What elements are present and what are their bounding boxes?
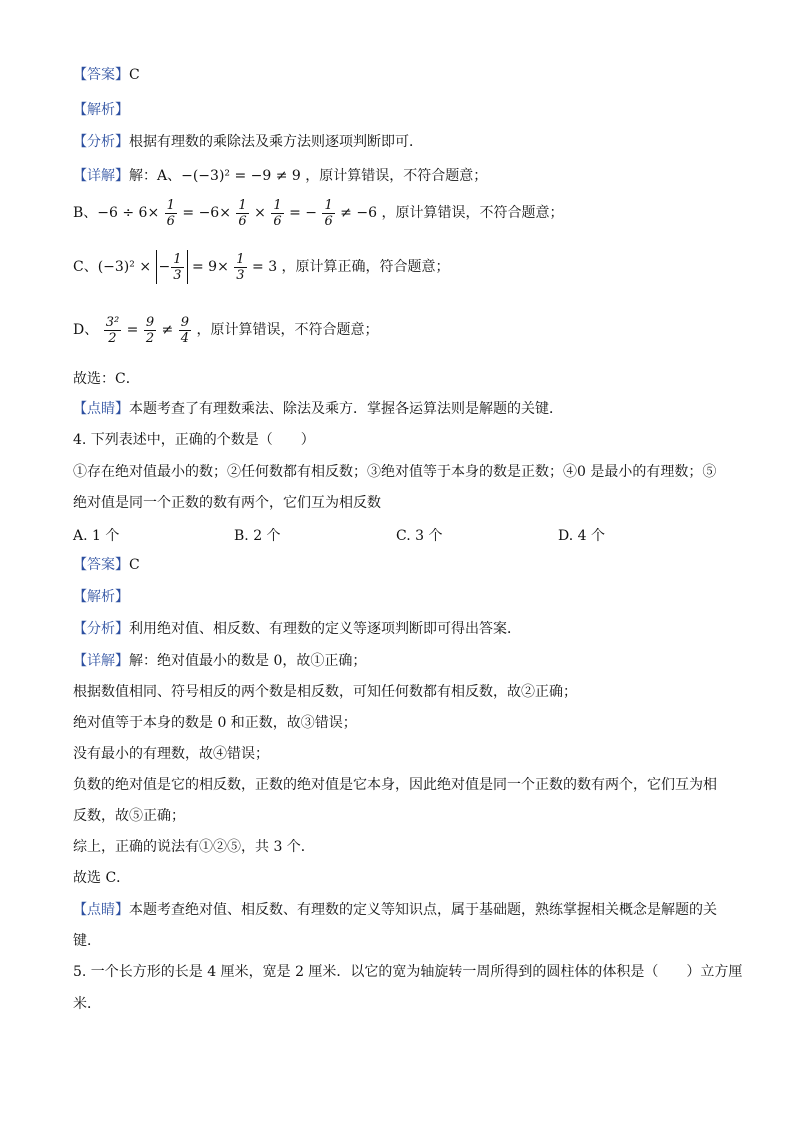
detail-line: 综上，正确的说法有①②⑤，共 3 个． [73, 839, 315, 855]
option-b: B. 2 个 [234, 528, 281, 544]
fraction [236, 198, 248, 229]
fenxi-tag: 【分析】 [73, 621, 129, 637]
fraction [144, 315, 156, 346]
numerator: 9 [145, 314, 155, 330]
denominator: 2 [108, 330, 117, 346]
numerator: 1 [173, 251, 182, 267]
answer-line [73, 66, 140, 84]
q4-items-line1: ①存在绝对值最小的数；②任何数都有相反数；③绝对值等于本身的数是正数；④0 是最小的有理数；⑤ [73, 464, 717, 480]
analysis-tag [73, 588, 129, 606]
denominator: 2 [145, 330, 155, 346]
d-suffix: ，原计算错误，不符合题意； [196, 322, 379, 338]
answer-tag: 【答案】 [73, 67, 129, 83]
c-prefix: C、(−3)² × [73, 259, 152, 275]
fenxi-text: 利用绝对值、相反数、有理数的定义等逐项判断即可得出答案． [129, 621, 521, 637]
xiangjie-line [73, 652, 366, 670]
option-c: C. 3 个 [396, 528, 443, 544]
denominator: 4 [180, 330, 190, 346]
detail-line: 负数的绝对值是它的相反数，正数的绝对值是它本身，因此绝对值是同一个正数的数有两个，它们互为相 [73, 777, 717, 793]
fraction [322, 198, 334, 229]
detail-line: 反数，故⑤正确； [73, 808, 185, 824]
numerator: 1 [238, 197, 247, 213]
fraction [234, 252, 246, 283]
fenxi-line [73, 620, 521, 638]
denominator: 6 [324, 213, 333, 229]
dianjing-tag: 【点睛】 [73, 902, 129, 918]
denominator: 6 [166, 213, 175, 229]
xiangjie-tag: 【详解】 [73, 653, 129, 669]
numerator: 1 [324, 197, 333, 213]
xiangjie-text: 解：A、−(−3)² = −9 ≠ 9 ，原计算错误，不符合题意； [129, 168, 488, 184]
guxuan-line: 故选：C． [73, 371, 140, 387]
dianjing-text: 本题考查绝对值、相反数、有理数的定义等知识点，属于基础题，熟练掌握相关概念是解题的关 [129, 902, 717, 918]
dianjing-text: 本题考查了有理数乘法、除法及乘方．掌握各运算法则是解题的关键． [129, 401, 563, 417]
c-mid: = 9× [192, 259, 229, 275]
absolute-value [156, 250, 188, 284]
detail-line: 没有最小的有理数，故④错误； [73, 746, 269, 762]
answer-value: C [129, 557, 140, 573]
denominator: 6 [273, 213, 282, 229]
b-suffix: ≠ −6 ，原计算错误，不符合题意； [340, 205, 564, 221]
c-suffix: = 3 ，原计算正确，符合题意； [252, 259, 450, 275]
xiangjie-tag: 【详解】 [73, 168, 129, 184]
detail-line: 绝对值等于本身的数是 0 和正数，故③错误； [73, 715, 357, 731]
xiangjie-line [73, 167, 487, 185]
xiangjie-text: 解：绝对值最小的数是 0，故①正确； [129, 653, 367, 669]
option-c-line [73, 250, 450, 284]
fraction [165, 198, 177, 229]
dianjing-line [73, 400, 563, 418]
b-mid3: = − [289, 205, 317, 221]
numerator: 1 [236, 251, 245, 267]
fraction [271, 198, 283, 229]
answer-value: C [129, 67, 140, 83]
analysis-label: 【解析】 [73, 589, 129, 605]
fenxi-tag: 【分析】 [73, 134, 129, 150]
dianjing-line-2: 键． [73, 933, 101, 949]
option-d-line [73, 312, 378, 348]
d-prefix: D、 [73, 322, 99, 338]
fenxi-text: 根据有理数的乘除法及乘方法则逐项判断即可． [129, 134, 423, 150]
b-mid: = −6× [182, 205, 231, 221]
denominator: 6 [238, 213, 247, 229]
numerator: 1 [166, 197, 175, 213]
d-neq: ≠ [161, 322, 174, 338]
detail-line: 根据数值相同、符号相反的两个数是相反数，可知任何数都有相反数，故②正确； [73, 684, 577, 700]
numerator: 9 [180, 314, 190, 330]
b-mid2: × [254, 205, 266, 221]
denominator: 3 [173, 267, 182, 283]
dianjing-tag: 【点睛】 [73, 401, 129, 417]
numerator: 3² [105, 314, 120, 330]
fenxi-line [73, 133, 423, 151]
abs-sign: − [158, 259, 171, 275]
q5-stem-line2: 米． [73, 996, 101, 1012]
option-b-line [73, 196, 563, 230]
d-eq: = [126, 322, 139, 338]
answer-tag: 【答案】 [73, 557, 129, 573]
analysis-tag [73, 101, 129, 119]
q5-stem-line1: 5. 一个长方形的长是 4 厘米，宽是 2 厘米．以它的宽为轴旋转一周所得到的圆柱体的体积是（ ）立方厘 [73, 964, 743, 980]
q4-items-line2: 绝对值是同一个正数的数有两个，它们互为相反数 [73, 495, 381, 511]
option-a: A. 1 个 [73, 528, 120, 544]
denominator: 3 [236, 267, 245, 283]
answer-line [73, 556, 140, 574]
dianjing-line [73, 901, 717, 919]
fraction [171, 252, 183, 283]
guxuan-line: 故选 C． [73, 870, 131, 886]
q4-stem: 4. 下列表述中，正确的个数是（ ） [73, 432, 315, 448]
numerator: 1 [273, 197, 282, 213]
analysis-label: 【解析】 [73, 102, 129, 118]
fraction [104, 315, 121, 346]
option-d: D. 4 个 [558, 528, 605, 544]
fraction [179, 315, 191, 346]
b-prefix: B、−6 ÷ 6× [73, 205, 160, 221]
